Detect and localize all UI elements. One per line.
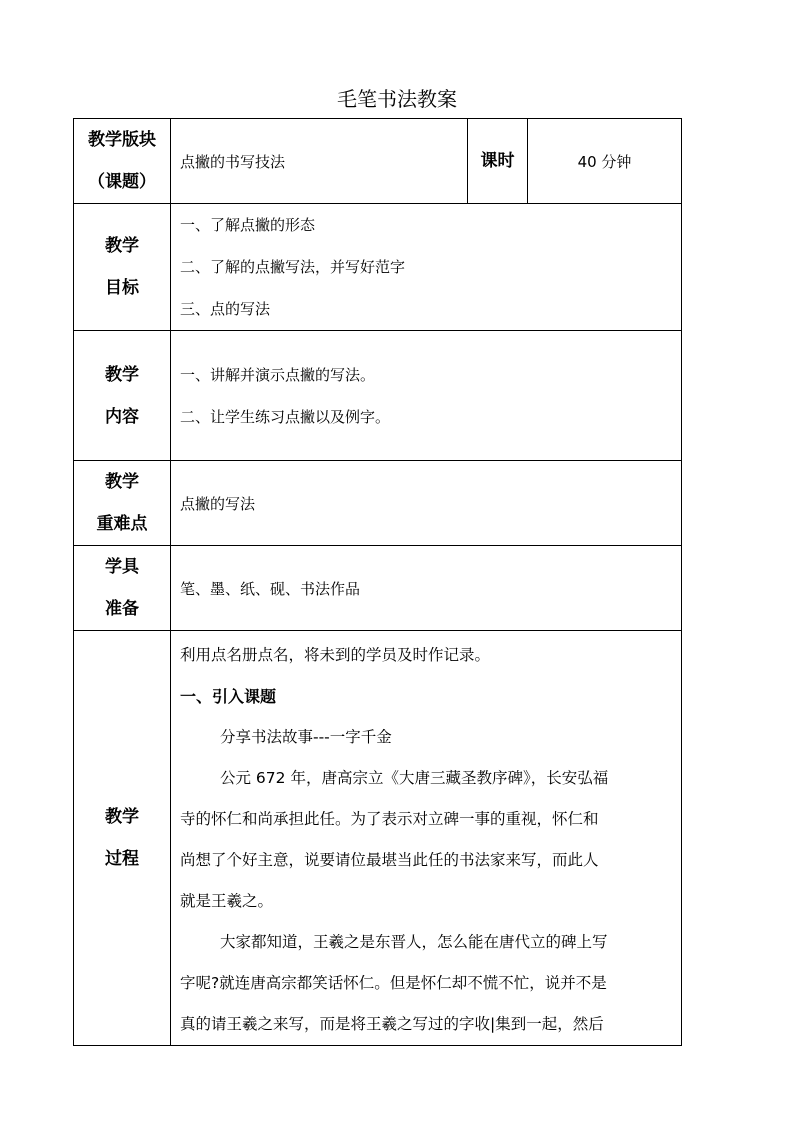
process-cell [171,631,682,1046]
story-line: 大家都知道，王羲之是东晋人，怎么能在唐代立的碑上写 [220,933,608,951]
content-label-cell [74,331,171,461]
tools-label-line1: 学具 [105,557,139,577]
tools-label-line2: 准备 [105,599,139,619]
row-process [74,631,682,1046]
module-label-cell [74,119,171,204]
page-title: 毛笔书法教案 [337,87,457,111]
content-cell [171,331,682,461]
period-value: 40 分钟 [528,119,682,204]
story-line: 真的请王羲之来写，而是将王羲之写过的字收|集到一起，然后 [180,1015,604,1033]
goal-label-line1: 教学 [105,236,139,256]
goals-cell [171,204,682,331]
module-value: 点撇的书写技法 [171,119,468,204]
goal-label-line2: 目标 [105,278,139,298]
attendance-line: 利用点名册点名，将未到的学员及时作记录。 [180,646,491,664]
story-line: 寺的怀仁和尚承担此任。为了表示对立碑一事的重视，怀仁和 [180,810,599,828]
module-label-line2: （课题） [88,172,156,192]
story-line: 字呢?就连唐高宗都笑话怀仁。但是怀仁却不慌不忙，说并不是 [180,974,607,992]
process-label-line1: 教学 [105,807,139,827]
content-item: 一、讲解并演示点撇的写法。 [180,365,376,384]
key-label-cell [74,461,171,546]
content-item: 二、让学生练习点撇以及例字。 [180,407,391,426]
key-label-line2: 重难点 [96,514,148,534]
process-label-cell [74,631,171,1046]
key-label-line1: 教学 [105,472,139,492]
section-heading: 一、引入课题 [180,687,277,706]
story-title: 分享书法故事---一字千金 [220,728,392,746]
story-line: 公元 672 年，唐高宗立《大唐三藏圣教序碑》，长安弘福 [220,769,609,787]
content-label-line2: 内容 [105,406,139,427]
story-line: 尚想了个好主意，说要请位最堪当此任的书法家来写，而此人 [180,851,599,869]
goal-item: 一、了解点撇的形态 [180,216,316,234]
module-label-line1: 教学版块 [88,130,156,150]
goal-item: 三、点的写法 [180,300,271,318]
row-goals [74,204,682,331]
row-content [74,331,682,461]
tools-value: 笔、墨、纸、砚、书法作品 [171,546,682,631]
goal-item: 二、了解的点撇写法，并写好范字 [180,258,406,276]
content-label-line1: 教学 [105,364,139,385]
goal-label-cell [74,204,171,331]
lesson-plan-table [73,118,682,1046]
row-module [74,119,682,204]
tools-label-cell [74,546,171,631]
process-label-line2: 过程 [105,849,139,869]
story-line: 就是王羲之。 [180,892,274,910]
period-label: 课时 [468,119,528,204]
row-key-points [74,461,682,546]
row-tools [74,546,682,631]
key-value: 点撇的写法 [171,461,682,546]
